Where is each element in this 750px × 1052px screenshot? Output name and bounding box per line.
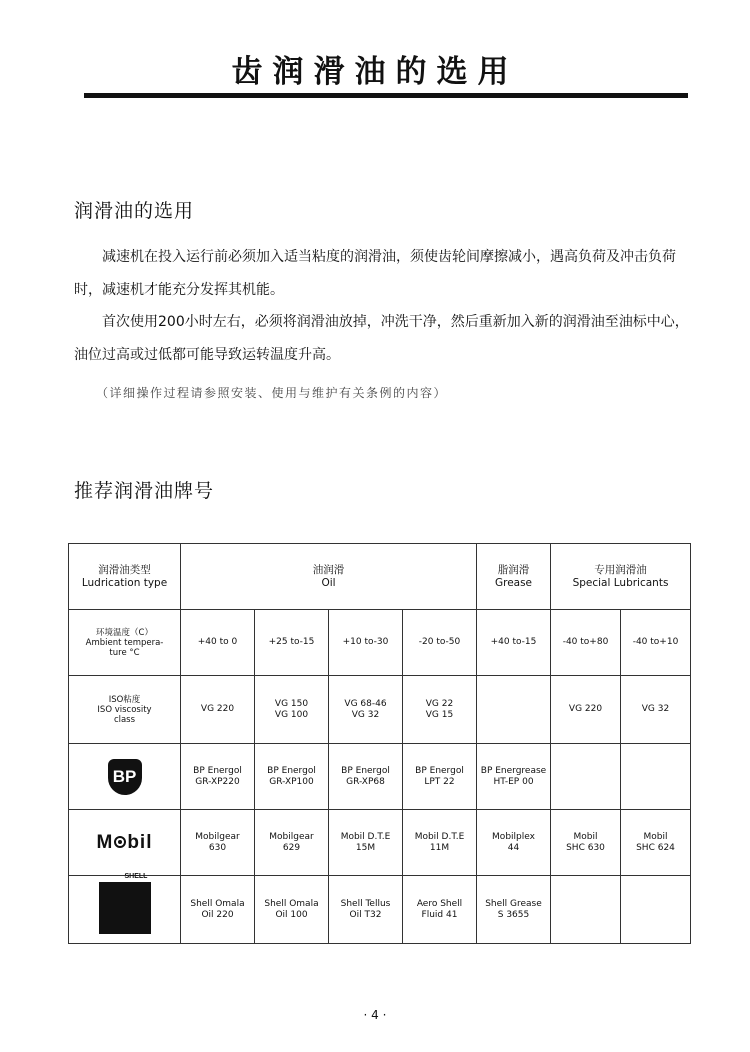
shell-product bbox=[551, 876, 621, 944]
mobil-product-line: SHC 630 bbox=[566, 842, 605, 853]
iso-cell bbox=[255, 676, 329, 744]
bp-product bbox=[181, 744, 255, 810]
header-grease bbox=[477, 544, 551, 610]
header-oil-cn: 油润滑 bbox=[312, 563, 345, 576]
header-oil-en: Oil bbox=[321, 576, 336, 589]
iso-value: VG 220 bbox=[200, 704, 235, 714]
shell-product-line: Shell Omala bbox=[190, 898, 245, 909]
shell-product-line: Oil T32 bbox=[349, 909, 382, 920]
paragraph-1: 减速机在投入运行前必须加入适当粘度的润滑油，须使齿轮间摩擦减小，遇高负荷及冲击负荷时，减速机才能充分发挥其机能。 bbox=[74, 249, 676, 298]
bp-product-line: GR-XP220 bbox=[195, 776, 240, 787]
shell-product-line: Oil 100 bbox=[275, 909, 308, 920]
bp-product bbox=[329, 744, 403, 810]
bp-product-line: LPT 22 bbox=[424, 776, 455, 787]
mobil-logo-o bbox=[114, 836, 126, 848]
iso-value: VG 150 bbox=[274, 698, 309, 709]
header-special bbox=[551, 544, 691, 610]
section-heading-recommended: 推荐润滑油牌号 bbox=[74, 480, 215, 502]
bp-product-line: HT-EP 00 bbox=[493, 776, 534, 787]
iso-value: VG 22 bbox=[425, 698, 454, 709]
iso-cell bbox=[621, 676, 691, 744]
mobil-product-line: 629 bbox=[282, 842, 301, 853]
title-underline bbox=[84, 93, 688, 98]
mobil-product bbox=[181, 810, 255, 876]
header-oil bbox=[181, 544, 477, 610]
mobil-product bbox=[621, 810, 691, 876]
shell-product bbox=[621, 876, 691, 944]
bp-product-line: GR-XP68 bbox=[346, 776, 385, 787]
section-heading-selection: 润滑油的选用 bbox=[74, 200, 195, 222]
temperature-row bbox=[69, 610, 691, 676]
header-lubrication-type bbox=[69, 544, 181, 610]
mobil-product-line: 11M bbox=[429, 842, 450, 853]
temperature-label-en2: ture °C bbox=[109, 647, 140, 658]
shell-product-line: Oil 220 bbox=[201, 909, 234, 920]
mobil-product-line: Mobil bbox=[573, 831, 598, 842]
mobil-product-line: 44 bbox=[507, 842, 520, 853]
iso-value: VG 15 bbox=[425, 709, 454, 720]
mobil-logo-m: M bbox=[96, 831, 114, 853]
temperature-cell: -20 to-50 bbox=[403, 610, 477, 676]
temperature-cell: +10 to-30 bbox=[329, 610, 403, 676]
shell-product-line: Aero Shell bbox=[416, 898, 463, 909]
mobil-product-line: SHC 624 bbox=[636, 842, 675, 853]
header-grease-cn: 脂润滑 bbox=[497, 563, 530, 576]
mobil-product-line: Mobilplex bbox=[492, 831, 535, 842]
mobil-product-line: 15M bbox=[355, 842, 376, 853]
page-number: · 4 · bbox=[363, 1008, 387, 1022]
bp-product-line: BP Energol bbox=[267, 765, 316, 776]
bp-logo-cell bbox=[69, 744, 181, 810]
iso-label-en2: class bbox=[113, 714, 136, 725]
bp-product bbox=[621, 744, 691, 810]
iso-value: VG 220 bbox=[568, 704, 603, 714]
iso-cell bbox=[551, 676, 621, 744]
bp-product-line: GR-XP100 bbox=[269, 776, 314, 787]
bp-product bbox=[403, 744, 477, 810]
mobil-product-line: Mobil D.T.E bbox=[414, 831, 465, 842]
temperature-cell: -40 to+80 bbox=[551, 610, 621, 676]
mobil-product-line: Mobilgear bbox=[195, 831, 240, 842]
shell-product-line: S 3655 bbox=[497, 909, 530, 920]
iso-value: VG 68-46 bbox=[344, 698, 387, 709]
iso-cell bbox=[181, 676, 255, 744]
header-grease-en: Grease bbox=[494, 576, 533, 589]
shell-product bbox=[403, 876, 477, 944]
bp-product-line: BP Energol bbox=[193, 765, 242, 776]
bp-logo-icon: BP bbox=[108, 759, 142, 795]
bp-product-line: BP Energol bbox=[341, 765, 390, 776]
reference-note: （详细操作过程请参照安装、使用与维护有关条例的内容） bbox=[96, 386, 448, 400]
temperature-cell: +25 to-15 bbox=[255, 610, 329, 676]
temperature-label-en1: Ambient tempera- bbox=[85, 637, 164, 648]
mobil-logo-rest: bil bbox=[127, 831, 153, 853]
mobil-product-line: Mobil bbox=[643, 831, 668, 842]
mobil-product bbox=[403, 810, 477, 876]
iso-value: VG 32 bbox=[351, 709, 380, 720]
iso-viscosity-row bbox=[69, 676, 691, 744]
shell-product-line: Shell Tellus bbox=[340, 898, 391, 909]
iso-label-cn: ISO粘度 bbox=[108, 694, 141, 705]
shell-product-line: Shell Grease bbox=[485, 898, 542, 909]
header-type-cn: 润滑油类型 bbox=[98, 563, 151, 576]
shell-product-line: Shell Omala bbox=[264, 898, 319, 909]
temperature-cell: -40 to+10 bbox=[621, 610, 691, 676]
bp-row bbox=[69, 744, 691, 810]
iso-value: VG 100 bbox=[274, 709, 309, 720]
temperature-cell: +40 to-15 bbox=[477, 610, 551, 676]
iso-cell bbox=[477, 676, 551, 744]
temperature-label-cn: 环境温度（C） bbox=[96, 627, 153, 638]
iso-cell bbox=[329, 676, 403, 744]
shell-product bbox=[329, 876, 403, 944]
iso-label bbox=[69, 676, 181, 744]
bp-product bbox=[255, 744, 329, 810]
mobil-product-line: Mobil D.T.E bbox=[340, 831, 391, 842]
page-title: 齿润滑油的选用 bbox=[231, 54, 519, 90]
mobil-row bbox=[69, 810, 691, 876]
header-type-en: Ludrication type bbox=[81, 576, 168, 589]
temperature-label bbox=[69, 610, 181, 676]
bp-product-line: BP Energrease bbox=[480, 765, 547, 776]
temperature-cell: +40 to 0 bbox=[181, 610, 255, 676]
mobil-product bbox=[255, 810, 329, 876]
lubricant-table bbox=[68, 543, 691, 944]
shell-logo-cell bbox=[69, 876, 181, 944]
header-special-cn: 专用润滑油 bbox=[594, 563, 647, 576]
mobil-product bbox=[477, 810, 551, 876]
shell-product-line: Fluid 41 bbox=[421, 909, 458, 920]
iso-value: VG 32 bbox=[641, 704, 670, 714]
mobil-product bbox=[551, 810, 621, 876]
bp-product bbox=[551, 744, 621, 810]
paragraph-2: 首次使用200小时左右，必须将润滑油放掉，冲洗干净，然后重新加入新的润滑油至油标中心，油位过高或过低都可能导致运转温度升高。 bbox=[74, 314, 689, 363]
bp-product-line: BP Energol bbox=[415, 765, 464, 776]
header-special-en: Special Lubricants bbox=[572, 576, 669, 589]
table-header-row bbox=[69, 544, 691, 610]
mobil-logo-cell bbox=[69, 810, 181, 876]
shell-product bbox=[255, 876, 329, 944]
shell-row bbox=[69, 876, 691, 944]
mobil-product-line: 630 bbox=[208, 842, 227, 853]
shell-logo-icon bbox=[99, 882, 151, 934]
shell-product bbox=[181, 876, 255, 944]
iso-label-en1: ISO viscosity bbox=[97, 704, 152, 715]
mobil-product-line: Mobilgear bbox=[269, 831, 314, 842]
bp-product bbox=[477, 744, 551, 810]
iso-cell bbox=[403, 676, 477, 744]
shell-product bbox=[477, 876, 551, 944]
mobil-product bbox=[329, 810, 403, 876]
mobil-logo-icon bbox=[97, 832, 153, 853]
